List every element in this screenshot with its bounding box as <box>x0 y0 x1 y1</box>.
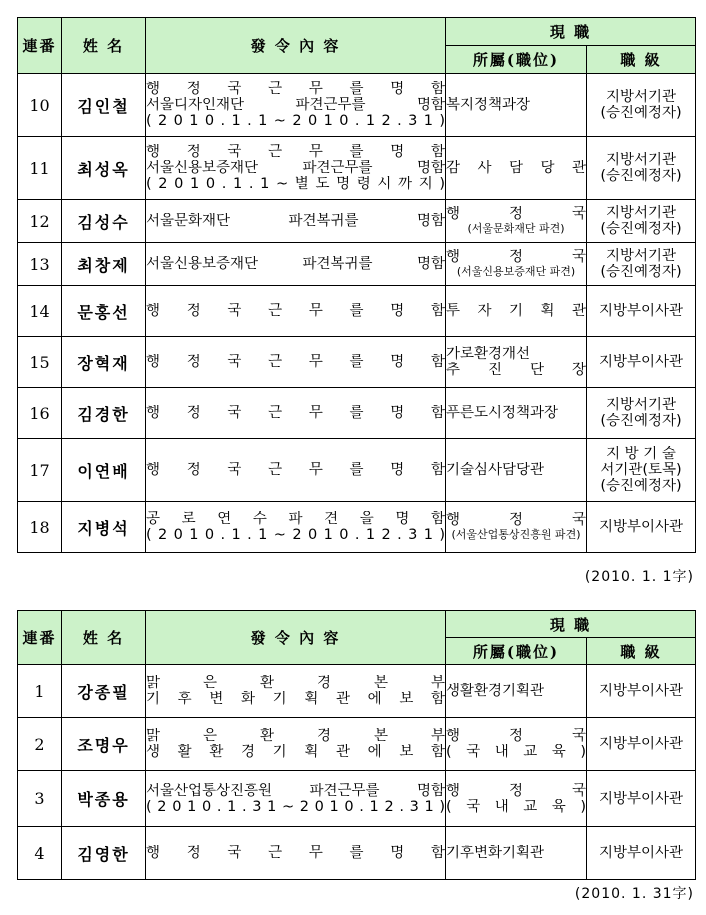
appointment-content <box>146 243 446 286</box>
department-line: 행 정 국 <box>446 249 586 265</box>
person-name: 문홍선 <box>62 286 146 337</box>
department-line: 추 진 단 장 <box>446 362 586 378</box>
grade-line: (승진예정자) <box>600 264 682 280</box>
grade-line: 지방서기관 <box>605 397 677 413</box>
header-seq: 連番 <box>18 18 62 74</box>
content-line: ( 2 0 1 0 . 1 . 1 ~ 2 0 1 0 . 1 2 . 3 1 ) <box>146 527 445 543</box>
row-number: 1 <box>18 665 62 718</box>
grade-line: 지방부이사관 <box>598 790 684 807</box>
row-number: 17 <box>18 439 62 502</box>
department-line: 복지정책과장 <box>446 97 531 113</box>
table-body <box>18 665 696 880</box>
issue-date-stamp: (2010. 1. 1字) <box>584 569 694 585</box>
current-department <box>446 718 587 771</box>
table-row <box>18 243 696 286</box>
job-grade <box>587 502 696 553</box>
current-department <box>446 665 587 718</box>
row-number: 14 <box>18 286 62 337</box>
person-name: 김인철 <box>62 74 146 137</box>
content-line: 행 정 국 근 무 를 명 함 <box>146 405 445 421</box>
job-grade <box>587 200 696 243</box>
content-line: 서울신용보증재단 파견근무를 명함 <box>146 160 445 176</box>
content-line: 기 후 변 화 기 획 관 에 보 함 <box>146 691 445 707</box>
department-line: 기술심사담당관 <box>446 462 545 478</box>
job-grade <box>587 665 696 718</box>
table-row <box>18 665 696 718</box>
table-row <box>18 137 696 200</box>
header-content: 發 令 內 容 <box>146 18 446 74</box>
header-name: 姓 名 <box>62 18 146 74</box>
current-department <box>446 439 587 502</box>
department-line: 투 자 기 획 관 <box>446 303 586 319</box>
table-row <box>18 771 696 827</box>
current-department <box>446 74 587 137</box>
row-number: 11 <box>18 137 62 200</box>
person-name: 이연배 <box>62 439 146 502</box>
job-grade <box>587 439 696 502</box>
header-dept: 所屬(職位) <box>446 46 587 74</box>
appointment-content <box>146 718 446 771</box>
department-note: (서울신용보증재단 파견) <box>456 265 576 278</box>
appointment-table-1 <box>17 17 696 553</box>
person-name: 조명우 <box>62 718 146 771</box>
job-grade <box>587 137 696 200</box>
department-line: 행 정 국 <box>446 512 586 528</box>
grade-line: (승진예정자) <box>600 168 682 184</box>
row-number: 13 <box>18 243 62 286</box>
table-row <box>18 718 696 771</box>
header-dept: 所屬(職位) <box>446 638 587 665</box>
department-line: 감 사 담 당 관 <box>446 160 586 176</box>
header-seq: 連番 <box>18 611 62 665</box>
current-department <box>446 771 587 827</box>
department-line: 행 정 국 <box>446 728 586 744</box>
appointment-content <box>146 439 446 502</box>
content-line: 서울문화재단 파견복귀를 명함 <box>146 213 445 229</box>
content-line: 서울신용보증재단 파견복귀를 명함 <box>146 256 445 272</box>
row-number: 10 <box>18 74 62 137</box>
grade-line: 지방부이사관 <box>598 519 684 535</box>
person-name: 김영한 <box>62 827 146 880</box>
grade-line: 지방서기관 <box>605 152 677 168</box>
grade-line: 지방서기관 <box>605 248 677 264</box>
job-grade <box>587 74 696 137</box>
job-grade <box>587 286 696 337</box>
person-name: 장혁재 <box>62 337 146 388</box>
grade-line: (승진예정자) <box>600 413 682 429</box>
content-line: 행 정 국 근 무 를 명 함 <box>146 303 445 319</box>
department-line: 가로환경개선 <box>446 346 531 362</box>
table-row <box>18 200 696 243</box>
job-grade <box>587 827 696 880</box>
job-grade <box>587 337 696 388</box>
row-number: 15 <box>18 337 62 388</box>
content-line: 행 정 국 근 무 를 명 함 <box>146 845 445 861</box>
current-department <box>446 286 587 337</box>
department-line: ( 국 내 교 육 ) <box>446 798 586 815</box>
header-content: 發 令 內 容 <box>146 611 446 665</box>
issue-date-stamp: (2010. 1. 31字) <box>574 886 694 902</box>
grade-line: 서기관(토목) <box>600 462 682 478</box>
department-line: 행 정 국 <box>446 206 586 222</box>
grade-line: (승진예정자) <box>600 105 682 121</box>
department-line: 생활환경기획관 <box>446 683 545 699</box>
current-department <box>446 502 587 553</box>
appointment-content <box>146 502 446 553</box>
grade-line: 지방부이사관 <box>598 736 684 752</box>
current-department <box>446 337 587 388</box>
content-line: ( 2 0 1 0 . 1 . 1 ~ 2 0 1 0 . 1 2 . 3 1 ) <box>146 113 445 129</box>
table-row <box>18 337 696 388</box>
appointment-content <box>146 337 446 388</box>
department-note: (서울문화재단 파견) <box>467 222 565 235</box>
current-department <box>446 827 587 880</box>
appointment-content <box>146 771 446 827</box>
person-name: 박종용 <box>62 771 146 827</box>
job-grade <box>587 243 696 286</box>
grade-line: 지방서기관 <box>605 205 677 221</box>
content-line: 공 로 연 수 파 견 을 명 함 <box>146 511 445 527</box>
header-current: 現 職 <box>446 18 696 46</box>
department-line: 행 정 국 <box>446 782 586 799</box>
content-line: 맑 은 환 경 본 부 <box>146 728 445 744</box>
row-number: 12 <box>18 200 62 243</box>
content-line: 서울산업통상진흥원 파견근무를 명함 <box>146 782 445 799</box>
row-number: 2 <box>18 718 62 771</box>
content-line: 맑 은 환 경 본 부 <box>146 675 445 691</box>
row-number: 3 <box>18 771 62 827</box>
current-department <box>446 200 587 243</box>
appointment-content <box>146 74 446 137</box>
content-line: 생 활 환 경 기 획 관 에 보 함 <box>146 744 445 760</box>
table-row <box>18 827 696 880</box>
appointment-content <box>146 137 446 200</box>
person-name: 김경한 <box>62 388 146 439</box>
appointment-content <box>146 388 446 439</box>
content-line: 행 정 국 근 무 를 명 함 <box>146 144 445 160</box>
content-line: ( 2 0 1 0 . 1 . 1 ~ 별 도 명 령 시 까 지 ) <box>146 176 445 192</box>
job-grade <box>587 388 696 439</box>
department-line: 기후변화기획관 <box>446 845 545 861</box>
header-rank: 職 級 <box>587 638 696 665</box>
grade-line: 지방부이사관 <box>598 303 684 319</box>
grade-line: (승진예정자) <box>600 221 682 237</box>
appointment-content <box>146 200 446 243</box>
row-number: 16 <box>18 388 62 439</box>
person-name: 강종필 <box>62 665 146 718</box>
table-row <box>18 502 696 553</box>
table-row <box>18 388 696 439</box>
current-department <box>446 137 587 200</box>
grade-line: 지방부이사관 <box>598 354 684 370</box>
appointment-content <box>146 286 446 337</box>
department-note: (서울산업통상진흥원 파견) <box>451 528 581 541</box>
table-row <box>18 74 696 137</box>
grade-line: 지방부이사관 <box>598 845 684 861</box>
job-grade <box>587 718 696 771</box>
job-grade <box>587 771 696 827</box>
person-name: 김성수 <box>62 200 146 243</box>
content-line: 행 정 국 근 무 를 명 함 <box>146 81 445 97</box>
table-body <box>18 74 696 553</box>
department-line: ( 국 내 교 육 ) <box>446 744 586 760</box>
person-name: 최성옥 <box>62 137 146 200</box>
department-line: 푸른도시정책과장 <box>446 405 559 421</box>
appointment-content <box>146 827 446 880</box>
person-name: 지병석 <box>62 502 146 553</box>
grade-line: 지방서기관 <box>605 89 677 105</box>
table-row <box>18 439 696 502</box>
content-line: ( 2 0 1 0 . 1 . 3 1 ~ 2 0 1 0 . 1 2 . 3 1 ) <box>146 798 445 815</box>
appointment-content <box>146 665 446 718</box>
person-name: 최창제 <box>62 243 146 286</box>
row-number: 4 <box>18 827 62 880</box>
grade-line: 지방부이사관 <box>598 683 684 699</box>
current-department <box>446 388 587 439</box>
row-number: 18 <box>18 502 62 553</box>
header-current: 現 職 <box>446 611 696 638</box>
content-line: 행 정 국 근 무 를 명 함 <box>146 462 445 478</box>
content-line: 서울디자인재단 파견근무를 명함 <box>146 97 445 113</box>
grade-line: (승진예정자) <box>600 478 682 494</box>
header-rank: 職 級 <box>587 46 696 74</box>
table-row <box>18 286 696 337</box>
appointment-table-2 <box>17 610 696 880</box>
grade-line: 지 방 기 술 <box>606 446 676 462</box>
content-line: 행 정 국 근 무 를 명 함 <box>146 354 445 370</box>
header-name: 姓 名 <box>62 611 146 665</box>
current-department <box>446 243 587 286</box>
